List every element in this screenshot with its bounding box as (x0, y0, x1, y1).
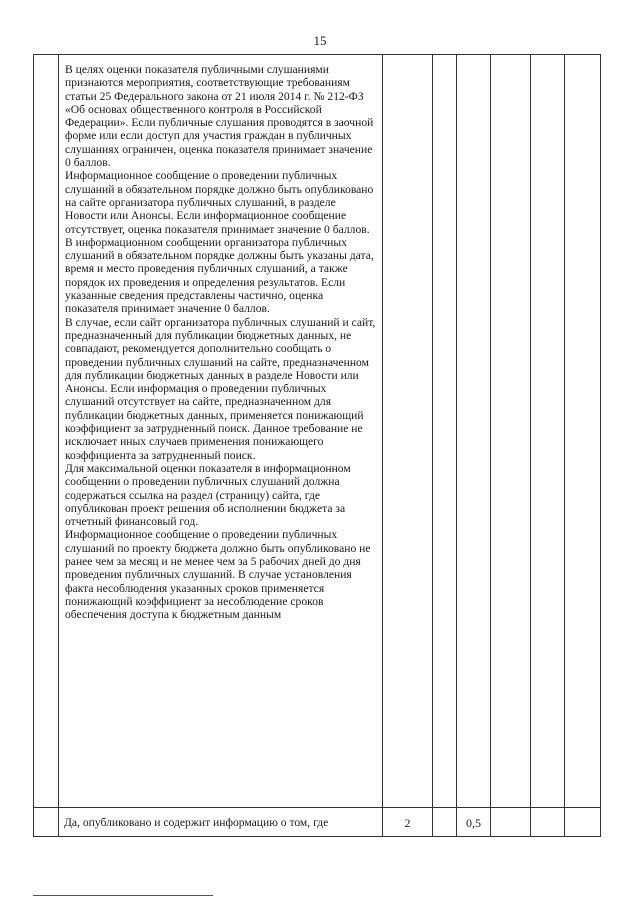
table-cell-score (383, 808, 433, 837)
table-row-description (34, 55, 601, 808)
score-value: 2 (404, 816, 411, 830)
table-cell-empty-1 (433, 808, 457, 837)
page-number: 15 (313, 33, 327, 48)
table-cell-coefficient (457, 808, 491, 837)
table-cell-empty-4 (565, 55, 601, 808)
coefficient-value: 0,5 (466, 816, 481, 830)
table-cell-index (34, 55, 59, 808)
paragraph-public-hearings-definition: В целях оценки показателя публичными слушаниями признаются мероприятия, соответствующие требованиям статьи 25 Федерального закона от 21 июля 2014 г. № 212-ФЗ «Об основах общественного контроля в Российской Федерации». Если публичные слушания проводятся в заочной форме или если доступ для участия граждан в публичных слушаниях ограничен, оценка показателя принимает значение 0 баллов. (65, 63, 374, 170)
table-cell-empty-3 (531, 55, 565, 808)
table-cell-score (383, 55, 433, 808)
table-cell-empty-4 (565, 808, 601, 837)
table-cell-index (34, 808, 59, 837)
table-cell-description (59, 55, 383, 808)
table-cell-empty-1 (433, 55, 457, 808)
table-cell-coefficient (457, 55, 491, 808)
paragraph-max-score: Для максимальной оценки показателя в информационном сообщении о проведении публичных слушаний должна содержаться ссылка на раздел (страницу) сайта, где опубликован проект решения об исполнении бюджета за отчетный финансовый год. (65, 461, 351, 529)
paragraph-info-message: Информационное сообщение о проведении публичных слушаний в обязательном порядке должно быть опубликовано на сайте организатора публичных слушаний, в разделе Новости или Анонсы. Если информационное сообщение отсутствует, оценка показателя принимает значение 0 баллов. В информационном сообщении организатора публичных слушаний в обязательном порядке должны быть указаны дата, время и место проведения публичных слушаний, а также порядок их проведения и определения результатов. Если указанные сведения представлены частично, оценка показателя принимает значение 0 баллов. (65, 169, 374, 316)
paragraph-deadlines: Информационное сообщение о проведении публичных слушаний по проекту бюджета должно быть опубликовано не ранее чем за месяц и не менее чем за 5 рабочих дней до дня проведения публичных слушаний. В случае установления факта несоблюдения указанных сроков применяется понижающий коэффициент за несоблюдение сроков обеспечения доступа к бюджетным данным (65, 528, 371, 622)
table-cell-empty-2 (491, 55, 531, 808)
criteria-table (33, 54, 601, 837)
answer-text: Да, опубликовано и содержит информацию о том, где (64, 816, 329, 829)
table-row-answer (34, 808, 601, 837)
table-cell-answer (59, 808, 383, 837)
footnote-divider (33, 895, 213, 896)
table-cell-empty-3 (531, 808, 565, 837)
table-cell-empty-2 (491, 808, 531, 837)
paragraph-budget-site: В случае, если сайт организатора публичных слушаний и сайт, предназначенный для публикации бюджетных данных, не совпадают, рекомендуется дополнительно сообщать о проведении публичных слушаний на сайте, предназначенном для публикации бюджетных данных в разделе Новости или Анонсы. Если информация о проведении публичных слушаний отсутствует на сайте, предназначенном для публикации бюджетных данных, применяется понижающий коэффициент за затрудненный поиск. Данное требование не исключает иных случаев применения понижающего коэффициента за затрудненный поиск. (65, 315, 376, 462)
